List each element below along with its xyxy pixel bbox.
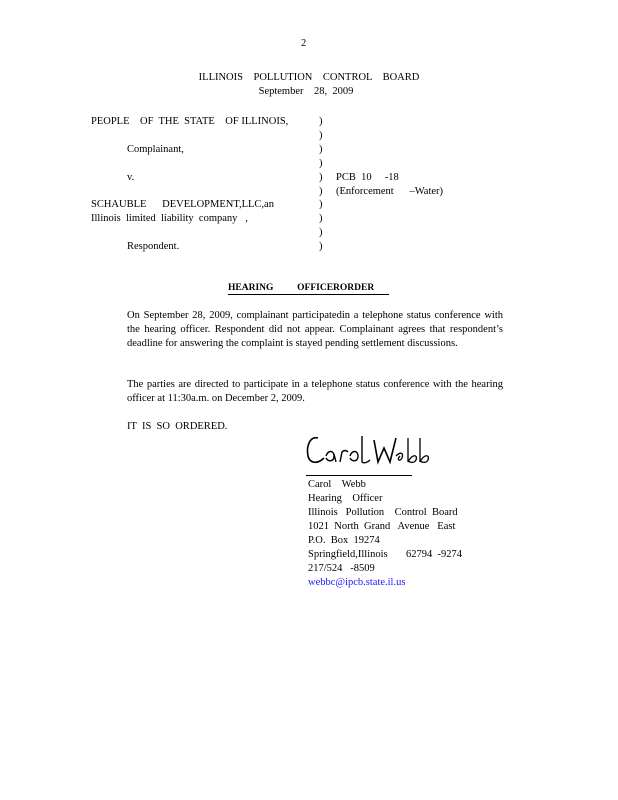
bracket: ) <box>319 172 323 183</box>
bracket: ) <box>319 116 323 127</box>
caption-respondent-label: Respondent. <box>127 241 180 252</box>
signature-line <box>306 475 412 476</box>
bracket: ) <box>319 199 323 210</box>
bracket: ) <box>319 144 323 155</box>
signature-block <box>308 478 462 590</box>
order-paragraph-2 <box>91 378 503 406</box>
caption-party-respondent-line1: SCHAUBLE DEVELOPMENT,LLC,an <box>91 199 274 210</box>
closing-statement: IT IS SO ORDERED. <box>127 421 228 432</box>
signer-phone: 217/524 -8509 <box>308 563 375 574</box>
case-type: (Enforcement –Water) <box>336 186 444 197</box>
bracket: ) <box>319 227 323 238</box>
signer-name: Carol Webb <box>308 479 366 490</box>
bracket: ) <box>319 241 323 252</box>
bracket: ) <box>319 186 323 197</box>
handwritten-signature <box>304 432 444 472</box>
signer-po-box: P.O. Box 19274 <box>308 535 380 546</box>
paragraph-text: On September 28, 2009, complainant participatedin a telephone status conference with the hearing officer. Respondent did not appear. Complainant agrees that respondent’s deadline for answering the complaint is stayed pending settlement discussions. <box>127 310 503 349</box>
caption-complainant-label: Complainant, <box>127 144 184 155</box>
bracket: ) <box>319 158 323 169</box>
caption-party-respondent-line2: Illinois limited liability company , <box>91 213 248 224</box>
order-paragraph-1 <box>91 309 503 351</box>
case-number: PCB 10 -18 <box>336 172 399 183</box>
signer-email-link[interactable]: webbc@ipcb.state.il.us <box>308 577 406 588</box>
agency-heading: ILLINOIS POLLUTION CONTROL BOARD <box>198 72 420 83</box>
order-title: HEARING OFFICERORDER <box>228 283 389 295</box>
bracket: ) <box>319 213 323 224</box>
paragraph-text: The parties are directed to participate in a telephone status conference with the hearing officer at 11:30a.m. on December 2, 2009. <box>127 379 503 404</box>
order-date: September 28, 2009 <box>258 86 354 97</box>
caption-party-people: PEOPLE OF THE STATE OF ILLINOIS, <box>91 116 289 127</box>
bracket: ) <box>319 130 323 141</box>
signer-title: Hearing Officer <box>308 493 383 504</box>
signer-agency: Illinois Pollution Control Board <box>308 507 458 518</box>
caption-versus: v. <box>127 172 135 183</box>
signer-city: Springfield,Illinois 62794 -9274 <box>308 549 462 560</box>
page-number: 2 <box>301 38 307 49</box>
signer-address: 1021 North Grand Avenue East <box>308 521 456 532</box>
